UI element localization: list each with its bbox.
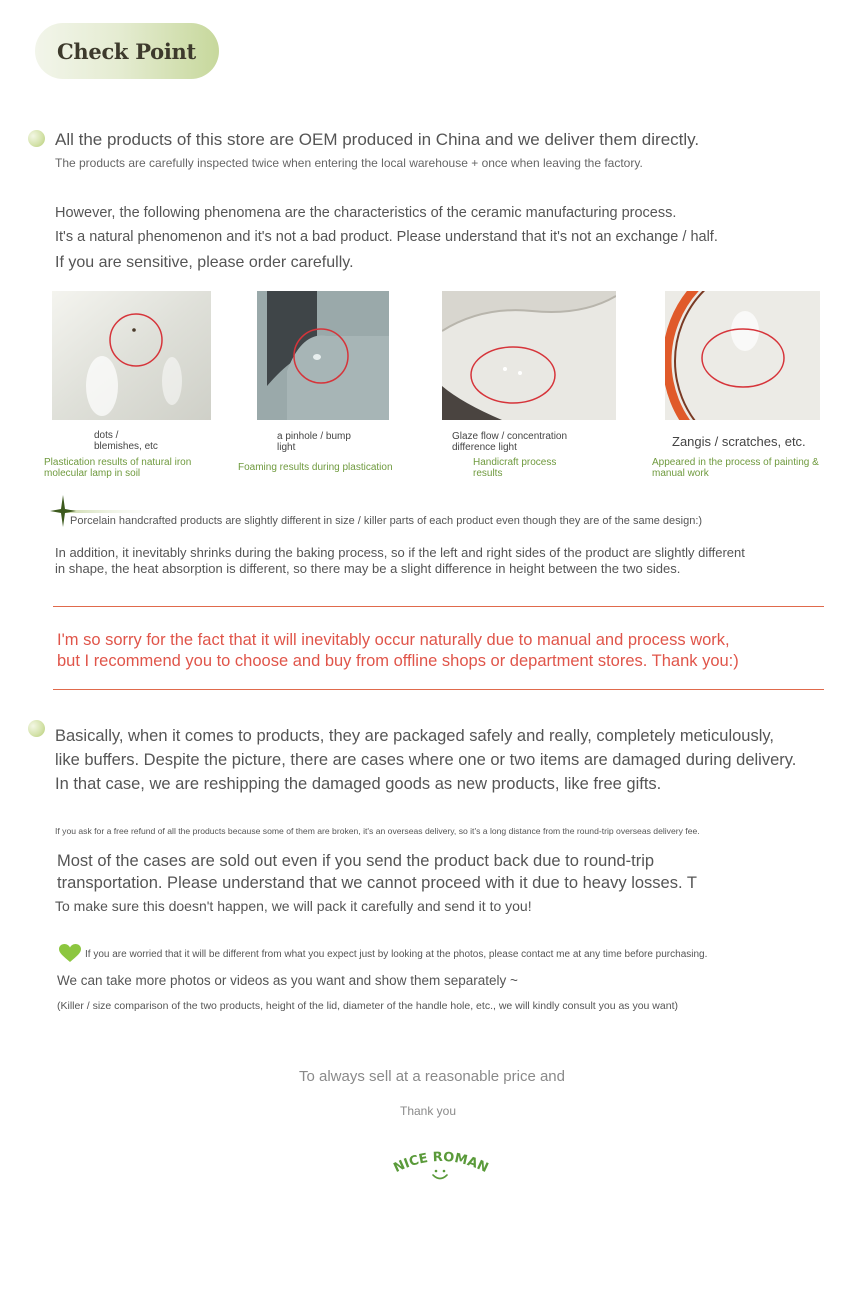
note-scratches: Appeared in the process of painting & manual work: [652, 457, 819, 479]
contact-note: If you are worried that it will be different from what you expect just by looking at the photos, please contact me at any time before purchasing.: [85, 949, 708, 960]
contact-line: We can take more photos or videos as you want and show them separately ~: [57, 973, 518, 988]
shrink-line-2: in shape, the heat absorption is different, so there may be a slight difference in height between the two sides.: [55, 561, 681, 576]
check-point-title: Check Point: [57, 38, 196, 64]
headline-oem: All the products of this store are OEM produced in China and we deliver them directly.: [55, 130, 700, 149]
caption-pinhole: [277, 431, 387, 453]
nice-roman-logo: [393, 1146, 489, 1186]
divider-bottom: [53, 689, 824, 690]
caption-glaze: [452, 431, 602, 453]
refund-note: If you ask for a free refund of all the products because some of them are broken, it's an overseas delivery, so it's a long distance from the round-trip overseas delivery fee.: [55, 826, 700, 836]
footer-thank-you: Thank you: [400, 1104, 457, 1118]
caption-dots-line-1: dots /: [94, 430, 119, 441]
inspection-note: The products are carefully inspected twice when entering the local warehouse + once when leaving the factory.: [55, 156, 643, 170]
packaging-line-3: In that case, we are reshipping the damaged goods as new products, like free gifts.: [55, 775, 662, 793]
apology-line-1: I'm so sorry for the fact that it will inevitably occur naturally due to manual and process work,: [57, 631, 730, 649]
defect-photo-pinhole: [257, 291, 389, 420]
defect-photo-dots: [52, 291, 211, 420]
note-glaze: Handicraft process results: [473, 457, 557, 479]
logo-text: NICE ROMAN: [393, 1149, 489, 1176]
caption-dots-line-2: blemishes, etc: [94, 441, 158, 452]
apology-line-2: but I recommend you to choose and buy from offline shops or department stores. Thank you:): [57, 652, 739, 670]
handcraft-note: Porcelain handcrafted products are slightly different in size / killer parts of each product even though they are of the same design:): [70, 515, 703, 527]
caption-pinhole-line-1: a pinhole / bump: [277, 431, 351, 442]
defect-photo-glaze: [442, 291, 616, 420]
footer-line-1: To always sell at a reasonable price and: [299, 1068, 565, 1085]
contact-paren: (Killer / size comparison of the two products, height of the lid, diameter of the handle hole, etc., we will kindly consult you as you want): [57, 1000, 678, 1012]
note-pinhole: Foaming results during plastication: [238, 462, 393, 473]
defect-photo-scratches: [665, 291, 820, 420]
pack-line: To make sure this doesn't happen, we will pack it carefully and send it to you!: [55, 898, 532, 914]
caption-glaze-line-1: Glaze flow / concentration: [452, 431, 568, 442]
caption-glaze-line-2: difference light: [452, 442, 517, 453]
caption-pinhole-line-2: light: [277, 442, 296, 453]
divider-top: [53, 606, 824, 607]
shrink-line-1: In addition, it inevitably shrinks during the baking process, so if the left and right sides of the product are slightly different: [55, 545, 745, 560]
phenomena-line-1: However, the following phenomena are the characteristics of the ceramic manufacturing process.: [55, 205, 677, 221]
check-point-badge: [35, 23, 219, 79]
packaging-line-2: like buffers. Despite the picture, there are cases where one or two items are damaged during delivery.: [55, 751, 797, 769]
soldout-line-1: Most of the cases are sold out even if you send the product back due to round-trip: [57, 852, 655, 870]
caption-dots: [94, 430, 204, 452]
heart-icon: [59, 944, 81, 968]
packaging-line-1: Basically, when it comes to products, they are packaged safely and really, completely meticulously,: [55, 727, 775, 745]
phenomena-line-3: If you are sensitive, please order carefully.: [55, 254, 354, 271]
bullet-dot-icon: [28, 720, 45, 737]
phenomena-line-2: It's a natural phenomenon and it's not a bad product. Please understand that it's not an exchange / half.: [55, 229, 718, 245]
soldout-line-2: transportation. Please understand that we cannot proceed with it due to heavy losses. T: [57, 874, 697, 892]
bullet-dot-icon: [28, 130, 45, 147]
caption-scratches: Zangis / scratches, etc.: [672, 434, 806, 449]
note-dots: Plastication results of natural iron molecular lamp in soil: [44, 457, 192, 479]
